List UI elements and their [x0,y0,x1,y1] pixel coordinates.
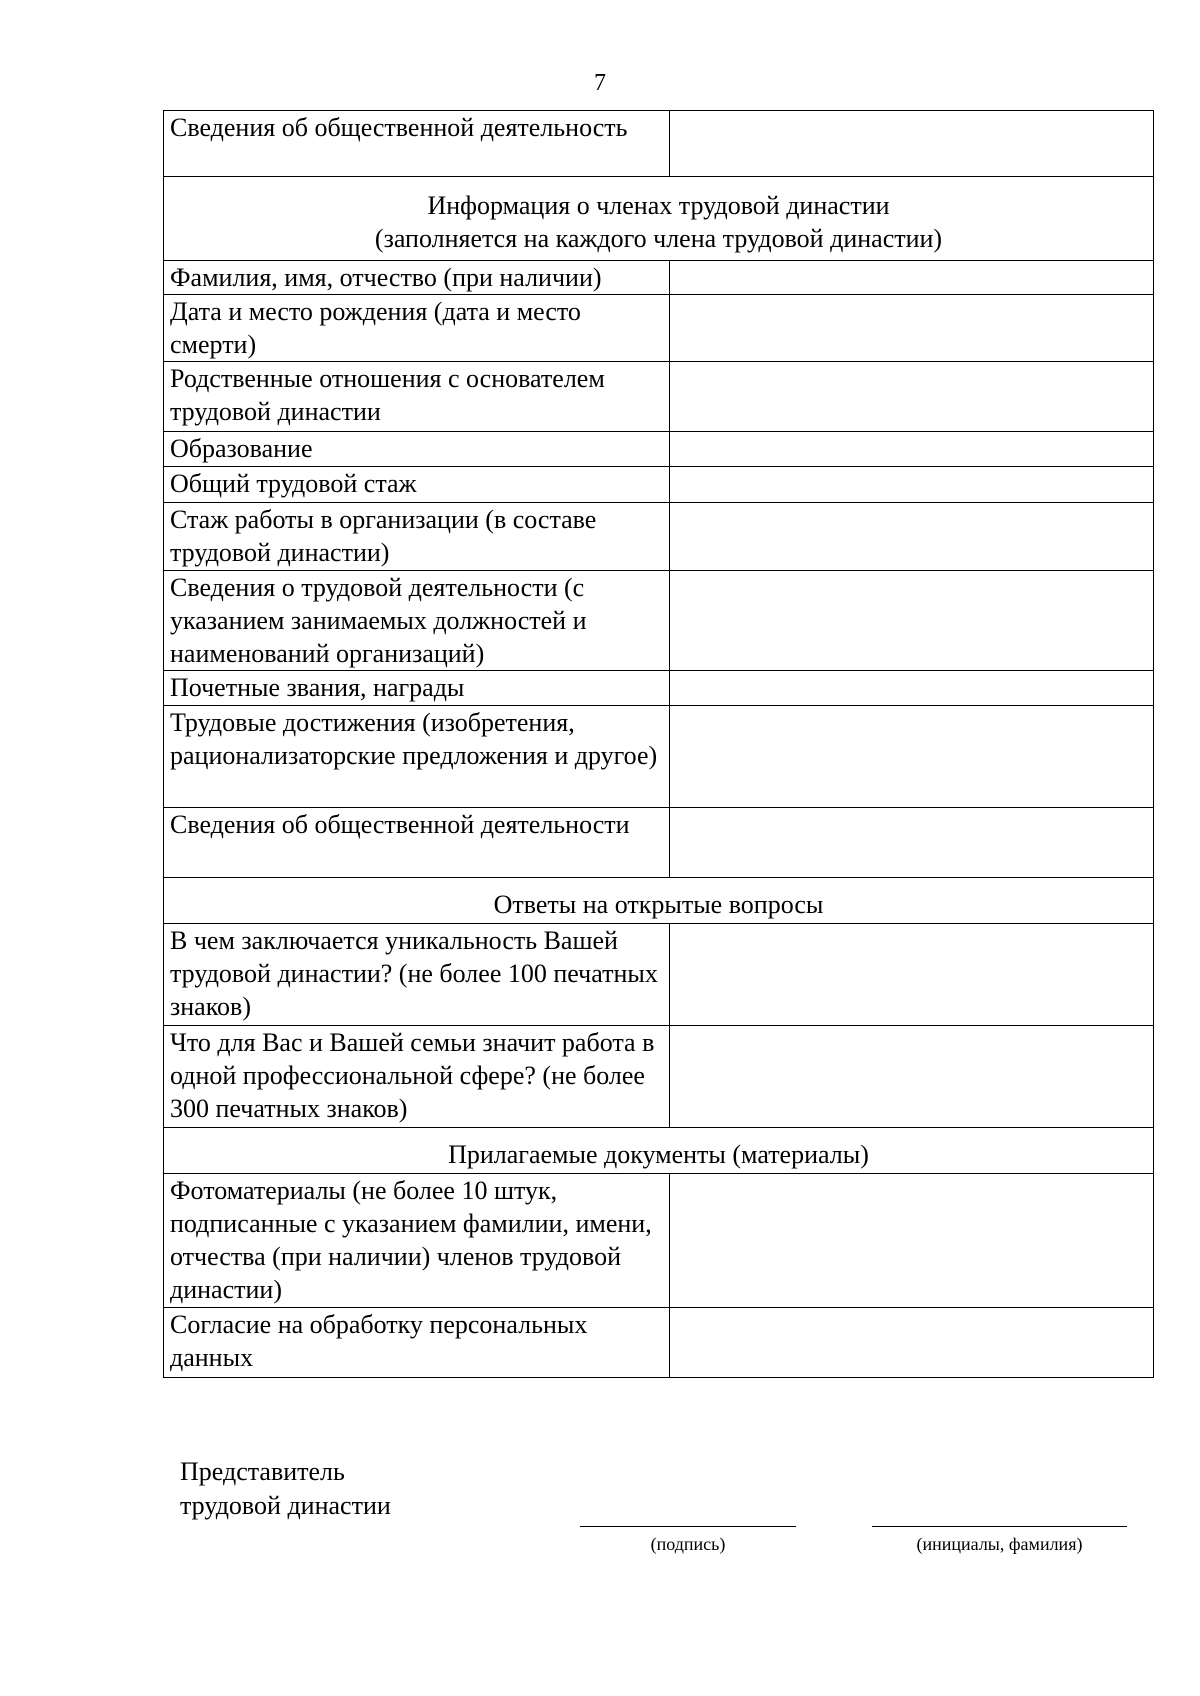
table-row [164,261,1154,295]
section-row [164,177,1154,261]
value-cell[interactable] [670,924,1154,1026]
table-row [164,671,1154,706]
row-label: Сведения об общественной деятельность [164,111,670,177]
section-note: (заполняется на каждого члена трудовой династии) [374,224,943,253]
value-cell[interactable] [670,808,1154,878]
representative-label [180,1455,391,1523]
name-caption: (инициалы, фамилия) [916,1534,1083,1554]
section-row [164,1128,1154,1174]
application-form-table [163,110,1154,1378]
value-cell[interactable] [670,261,1154,295]
row-label: Сведения о трудовой деятельности (с указанием занимаемых должностей и наименований организаций) [164,571,670,671]
value-cell[interactable] [670,295,1154,362]
value-cell[interactable] [670,432,1154,467]
table-row [164,808,1154,878]
row-label: Родственные отношения с основателем трудовой династии [164,362,670,432]
row-label: Образование [164,432,670,467]
table-row [164,706,1154,808]
table-row [164,432,1154,467]
row-label: Дата и место рождения (дата и место смерти) [164,295,670,362]
section-title: Информация о членах трудовой династии [427,191,890,220]
value-cell[interactable] [670,571,1154,671]
value-cell[interactable] [670,1308,1154,1378]
representative-line-2: трудовой династии [180,1491,391,1520]
section-header-members [164,177,1154,261]
table-row [164,111,1154,177]
row-label: Фотоматериалы (не более 10 штук, подписанные с указанием фамилии, имени, отчества (при наличии) членов трудовой династии) [164,1174,670,1308]
value-cell[interactable] [670,111,1154,177]
table-row [164,295,1154,362]
signature-line[interactable] [580,1526,796,1527]
value-cell[interactable] [670,467,1154,503]
row-label: В чем заключается уникальность Вашей трудовой династии? (не более 100 печатных знаков) [164,924,670,1026]
section-row [164,878,1154,924]
row-label: Общий трудовой стаж [164,467,670,503]
signature-caption: (подпись) [650,1534,726,1554]
section-header-documents: Прилагаемые документы (материалы) [164,1128,1154,1174]
name-line[interactable] [872,1526,1127,1527]
table-row [164,362,1154,432]
value-cell[interactable] [670,1174,1154,1308]
table-row [164,571,1154,671]
value-cell[interactable] [670,671,1154,706]
row-label: Согласие на обработку персональных данных [164,1308,670,1378]
row-label: Что для Вас и Вашей семьи значит работа в одной профессиональной сфере? (не более 300 печатных знаков) [164,1026,670,1128]
row-label: Фамилия, имя, отчество (при наличии) [164,261,670,295]
table-row [164,924,1154,1026]
value-cell[interactable] [670,706,1154,808]
table-row [164,467,1154,503]
value-cell[interactable] [670,503,1154,571]
table-row [164,503,1154,571]
table-row [164,1026,1154,1128]
page-number: 7 [594,70,606,96]
section-header-questions: Ответы на открытые вопросы [164,878,1154,924]
value-cell[interactable] [670,1026,1154,1128]
row-label: Сведения об общественной деятельности [164,808,670,878]
representative-line-1: Представитель [180,1457,345,1486]
table-row [164,1308,1154,1378]
row-label: Трудовые достижения (изобретения, рационализаторские предложения и другое) [164,706,670,808]
table-row [164,1174,1154,1308]
value-cell[interactable] [670,362,1154,432]
row-label: Стаж работы в организации (в составе трудовой династии) [164,503,670,571]
row-label: Почетные звания, награды [164,671,670,706]
